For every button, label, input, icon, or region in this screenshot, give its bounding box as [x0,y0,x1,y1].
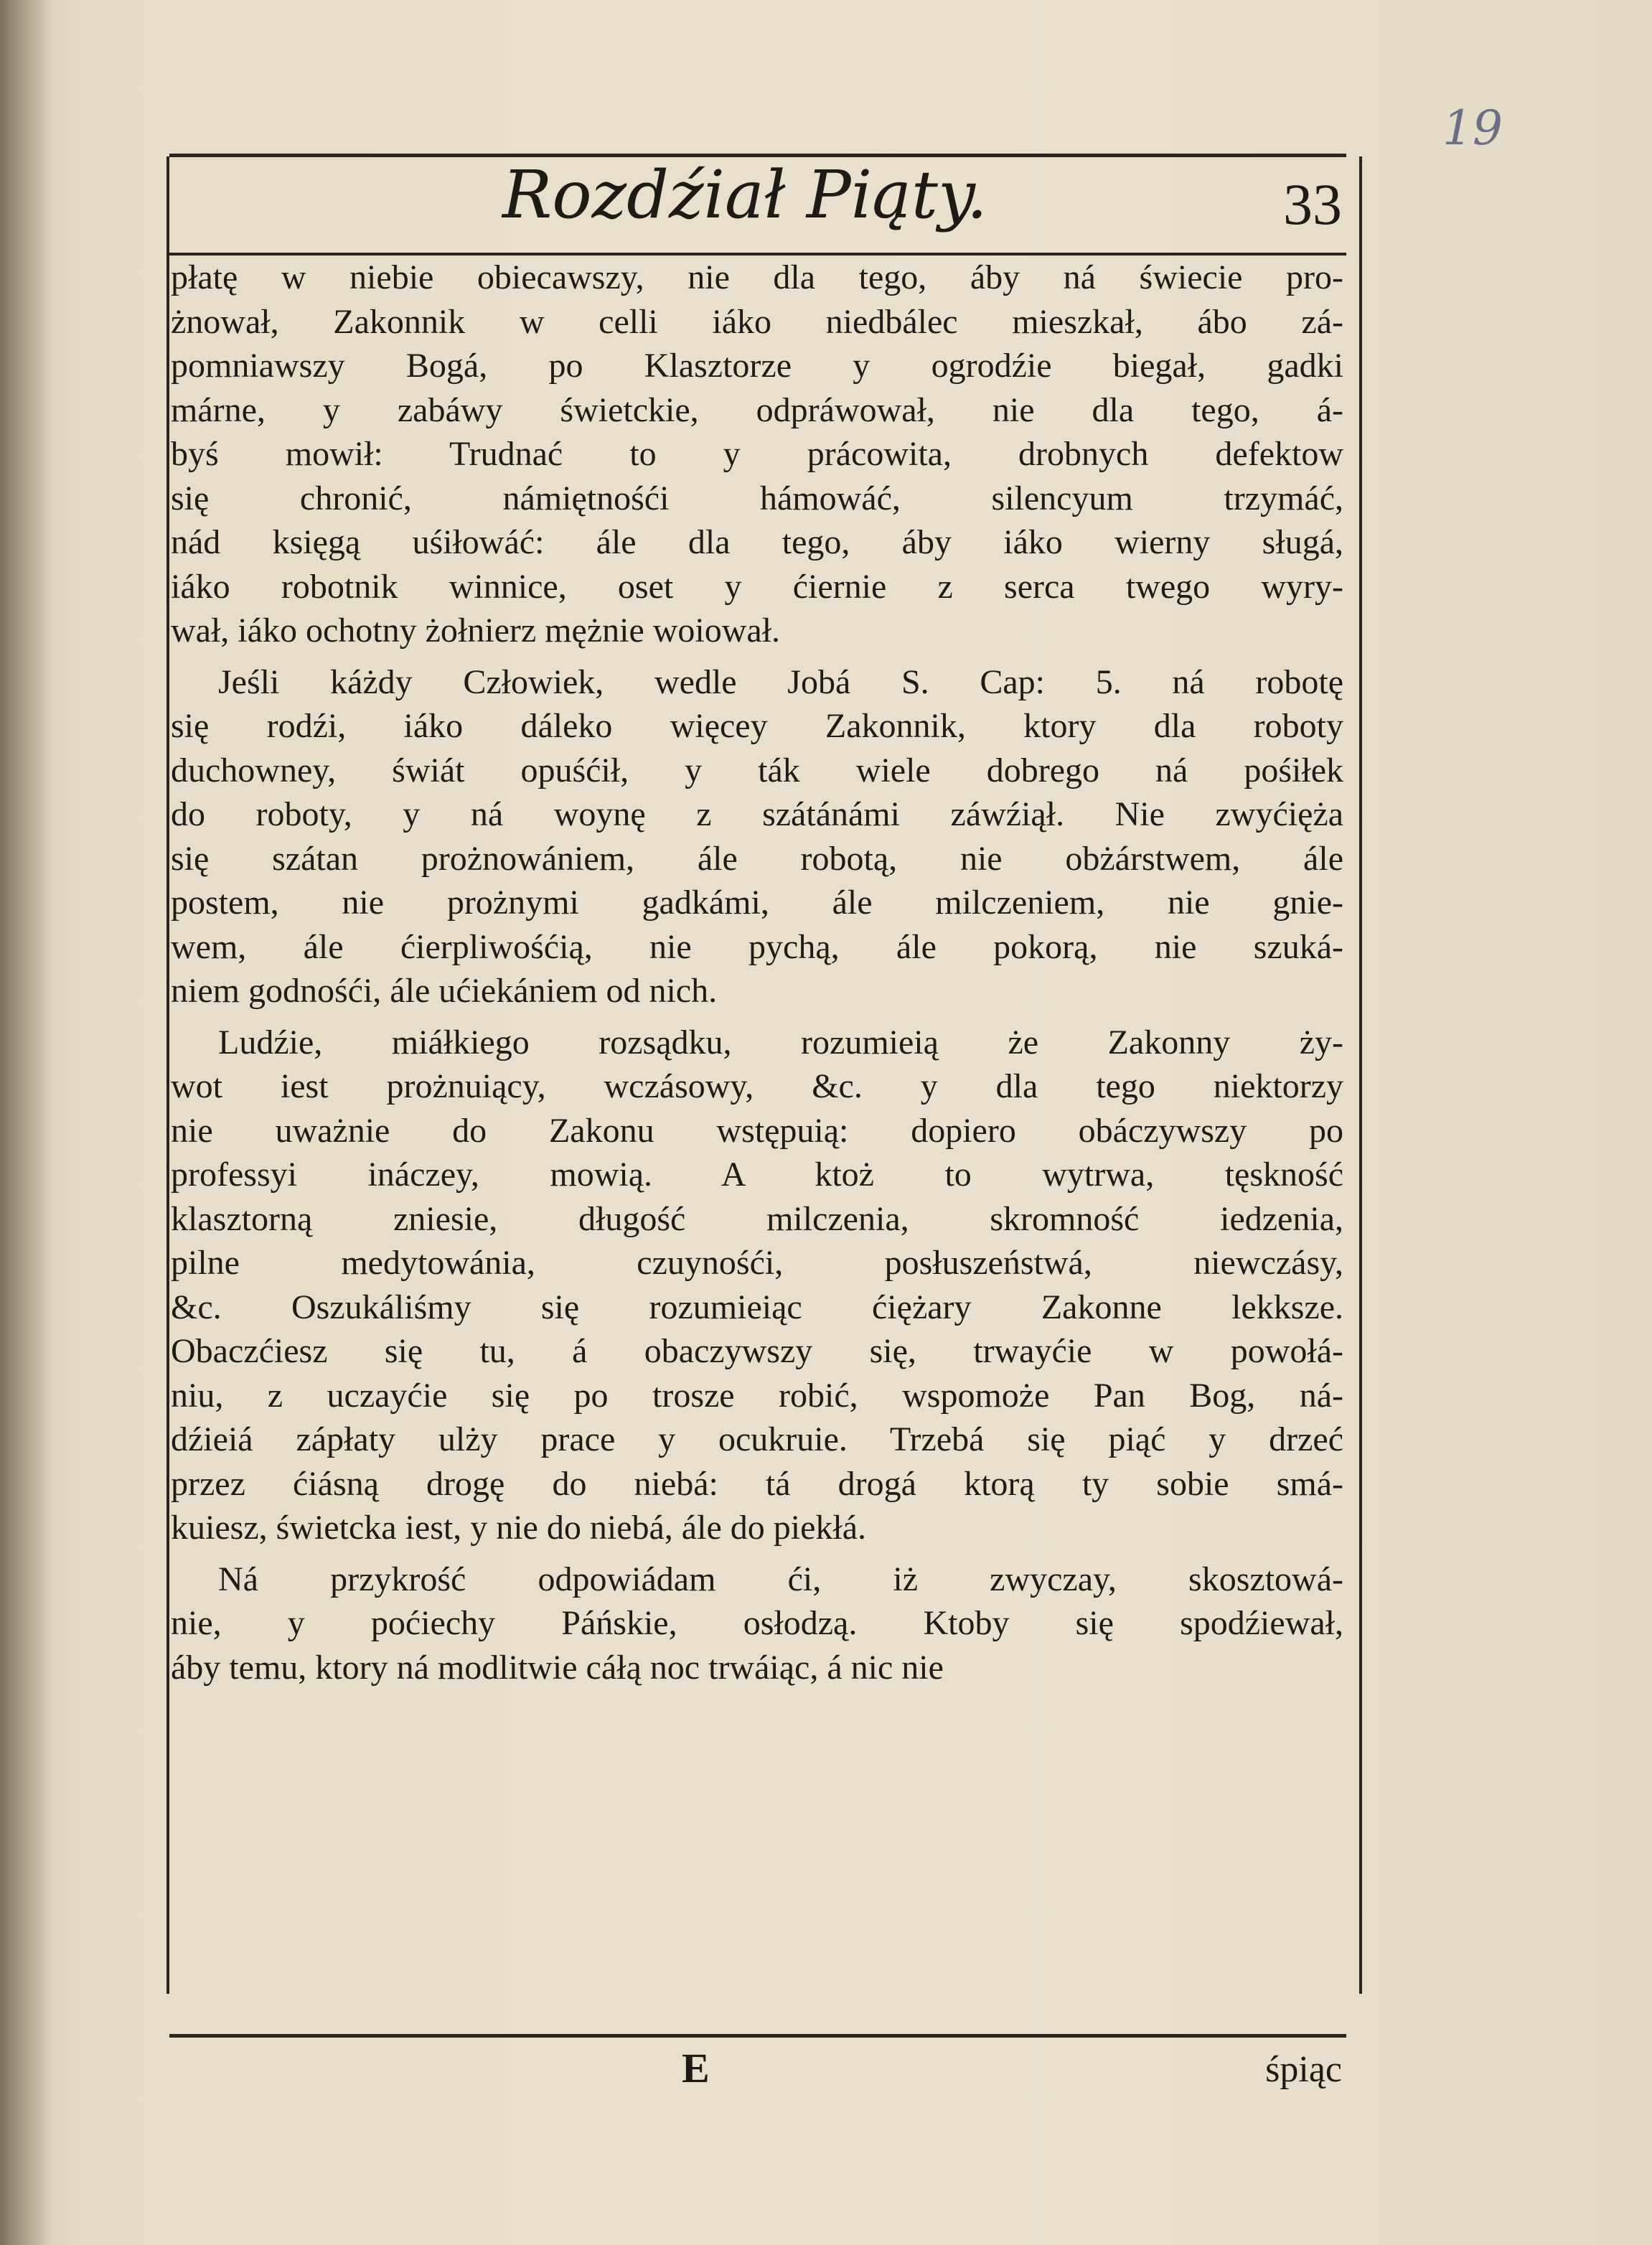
catchword: śpiąc [1265,2049,1342,2090]
text-line: nie, y poćiechy Páńskie, osłodzą. Ktoby się spodźiewał, [171,1604,1343,1642]
text-line: się szátan prożnowániem, ále robotą, nie obżárstwem, ále [171,839,1343,878]
text-line: wem, ále ćierpliwośćią, nie pychą, ále pokorą, nie szuká- [171,927,1343,966]
binding-gutter [0,0,50,2245]
paragraph-gap [171,653,1343,660]
text-line: postem, nie prożnymi gadkámi, ále milczeniem, nie gnie- [171,884,1343,922]
text-line: wot iest prożnuiący, wczásowy, &c. y dla tego niektorzy [171,1067,1343,1105]
text-line: márne, y zabáwy świetckie, odpráwował, nie dla tego, á- [171,390,1343,429]
text-line: duchowney, świát opuśćił, y ták wiele dobrego ná pośiłek [171,751,1343,789]
text-line: Jeśli káżdy Człowiek, wedle Jobá S. Cap: 5. ná robotę [218,662,1343,701]
page-number: 33 [1283,172,1342,237]
paragraph [171,256,1343,653]
text-line: kuiesz, świetcka iest, y nie do niebá, ále do piekłá. [171,1509,867,1547]
text-line: płatę w niebie obiecawszy, nie dla tego, áby ná świecie pro- [171,258,1343,296]
body-text [171,256,1343,2021]
text-line: do roboty, y ná woynę z szátánámi záwźiął. Nie zwyćięża [171,795,1343,833]
footer-rule [169,2034,1346,2038]
text-line: nie uważnie do Zakonu wstępuią: dopiero obáczywszy po [171,1111,1343,1150]
text-line: niu, z uczayćie się po trosze robić, wspomoże Pan Bog, ná- [171,1376,1343,1415]
paragraph-gap [171,1550,1343,1557]
text-line: żnował, Zakonnik w celli iáko niedbálec mieszkał, ábo zá- [171,302,1343,341]
text-line: &c. Oszukáliśmy się rozumieiąc ćiężary Zakonne lekksze. [171,1288,1343,1326]
paragraph [171,1557,1343,1690]
text-line: Obaczćiesz się tu, á obaczywszy się, trwayćie w powołá- [171,1332,1343,1370]
text-line: się rodźi, iáko dáleko więcey Zakonnik, ktory dla roboty [171,707,1343,745]
text-line: Ludźie, miáłkiego rozsądku, rozumieią że Zakonny ży- [218,1023,1343,1061]
text-line: pomniawszy Bogá, po Klasztorze y ogrodźie biegał, gadki [171,347,1343,385]
paragraph [171,660,1343,1013]
signature-mark: E [682,2045,710,2091]
text-line: professyi ináczey, mowią. A ktoż to wytrwa, tęskność [171,1156,1343,1194]
text-line: wał, iáko ochotny żołnierz mężnie woiował. [171,611,781,650]
text-line: nád księgą uśiłowáć: ále dla tego, áby iáko wierny sługá, [171,523,1343,561]
folio-mark: 19 [1442,100,1503,156]
text-line: niem godnośći, ále ućiekániem od nich. [171,972,718,1010]
running-title: Rozdźiał Piąty. [502,156,987,233]
paragraph [171,1021,1343,1550]
text-line: przez ćiásną drogę do niebá: tá drogá ktorą ty sobie smá- [171,1464,1343,1503]
text-line: dźieiá zápłaty ulży prace y ocukruie. Trzebá się piąć y drzeć [171,1420,1343,1458]
text-line: byś mowił: Trudnać to y prácowita, drobnych defektow [171,435,1343,473]
text-line: iáko robotnik winnice, oset y ćiernie z serca twego wyry- [171,567,1343,606]
text-line: klasztorną zniesie, długość milczenia, skromność iedzenia, [171,1199,1343,1238]
paragraph-gap [171,1013,1343,1021]
text-line: áby temu, ktory ná modlitwie cáłą noc trwáiąc, á nic nie [171,1648,944,1687]
text-line: pilne medytowánia, czuynośći, posłuszeństwá, niewczásy, [171,1244,1343,1282]
text-line: Ná przykrość odpowiádam ći, iż zwyczay, skosztowá- [218,1560,1343,1598]
text-line: się chronić, námiętnośći hámowáć, silencyum trzymáć, [171,479,1343,517]
